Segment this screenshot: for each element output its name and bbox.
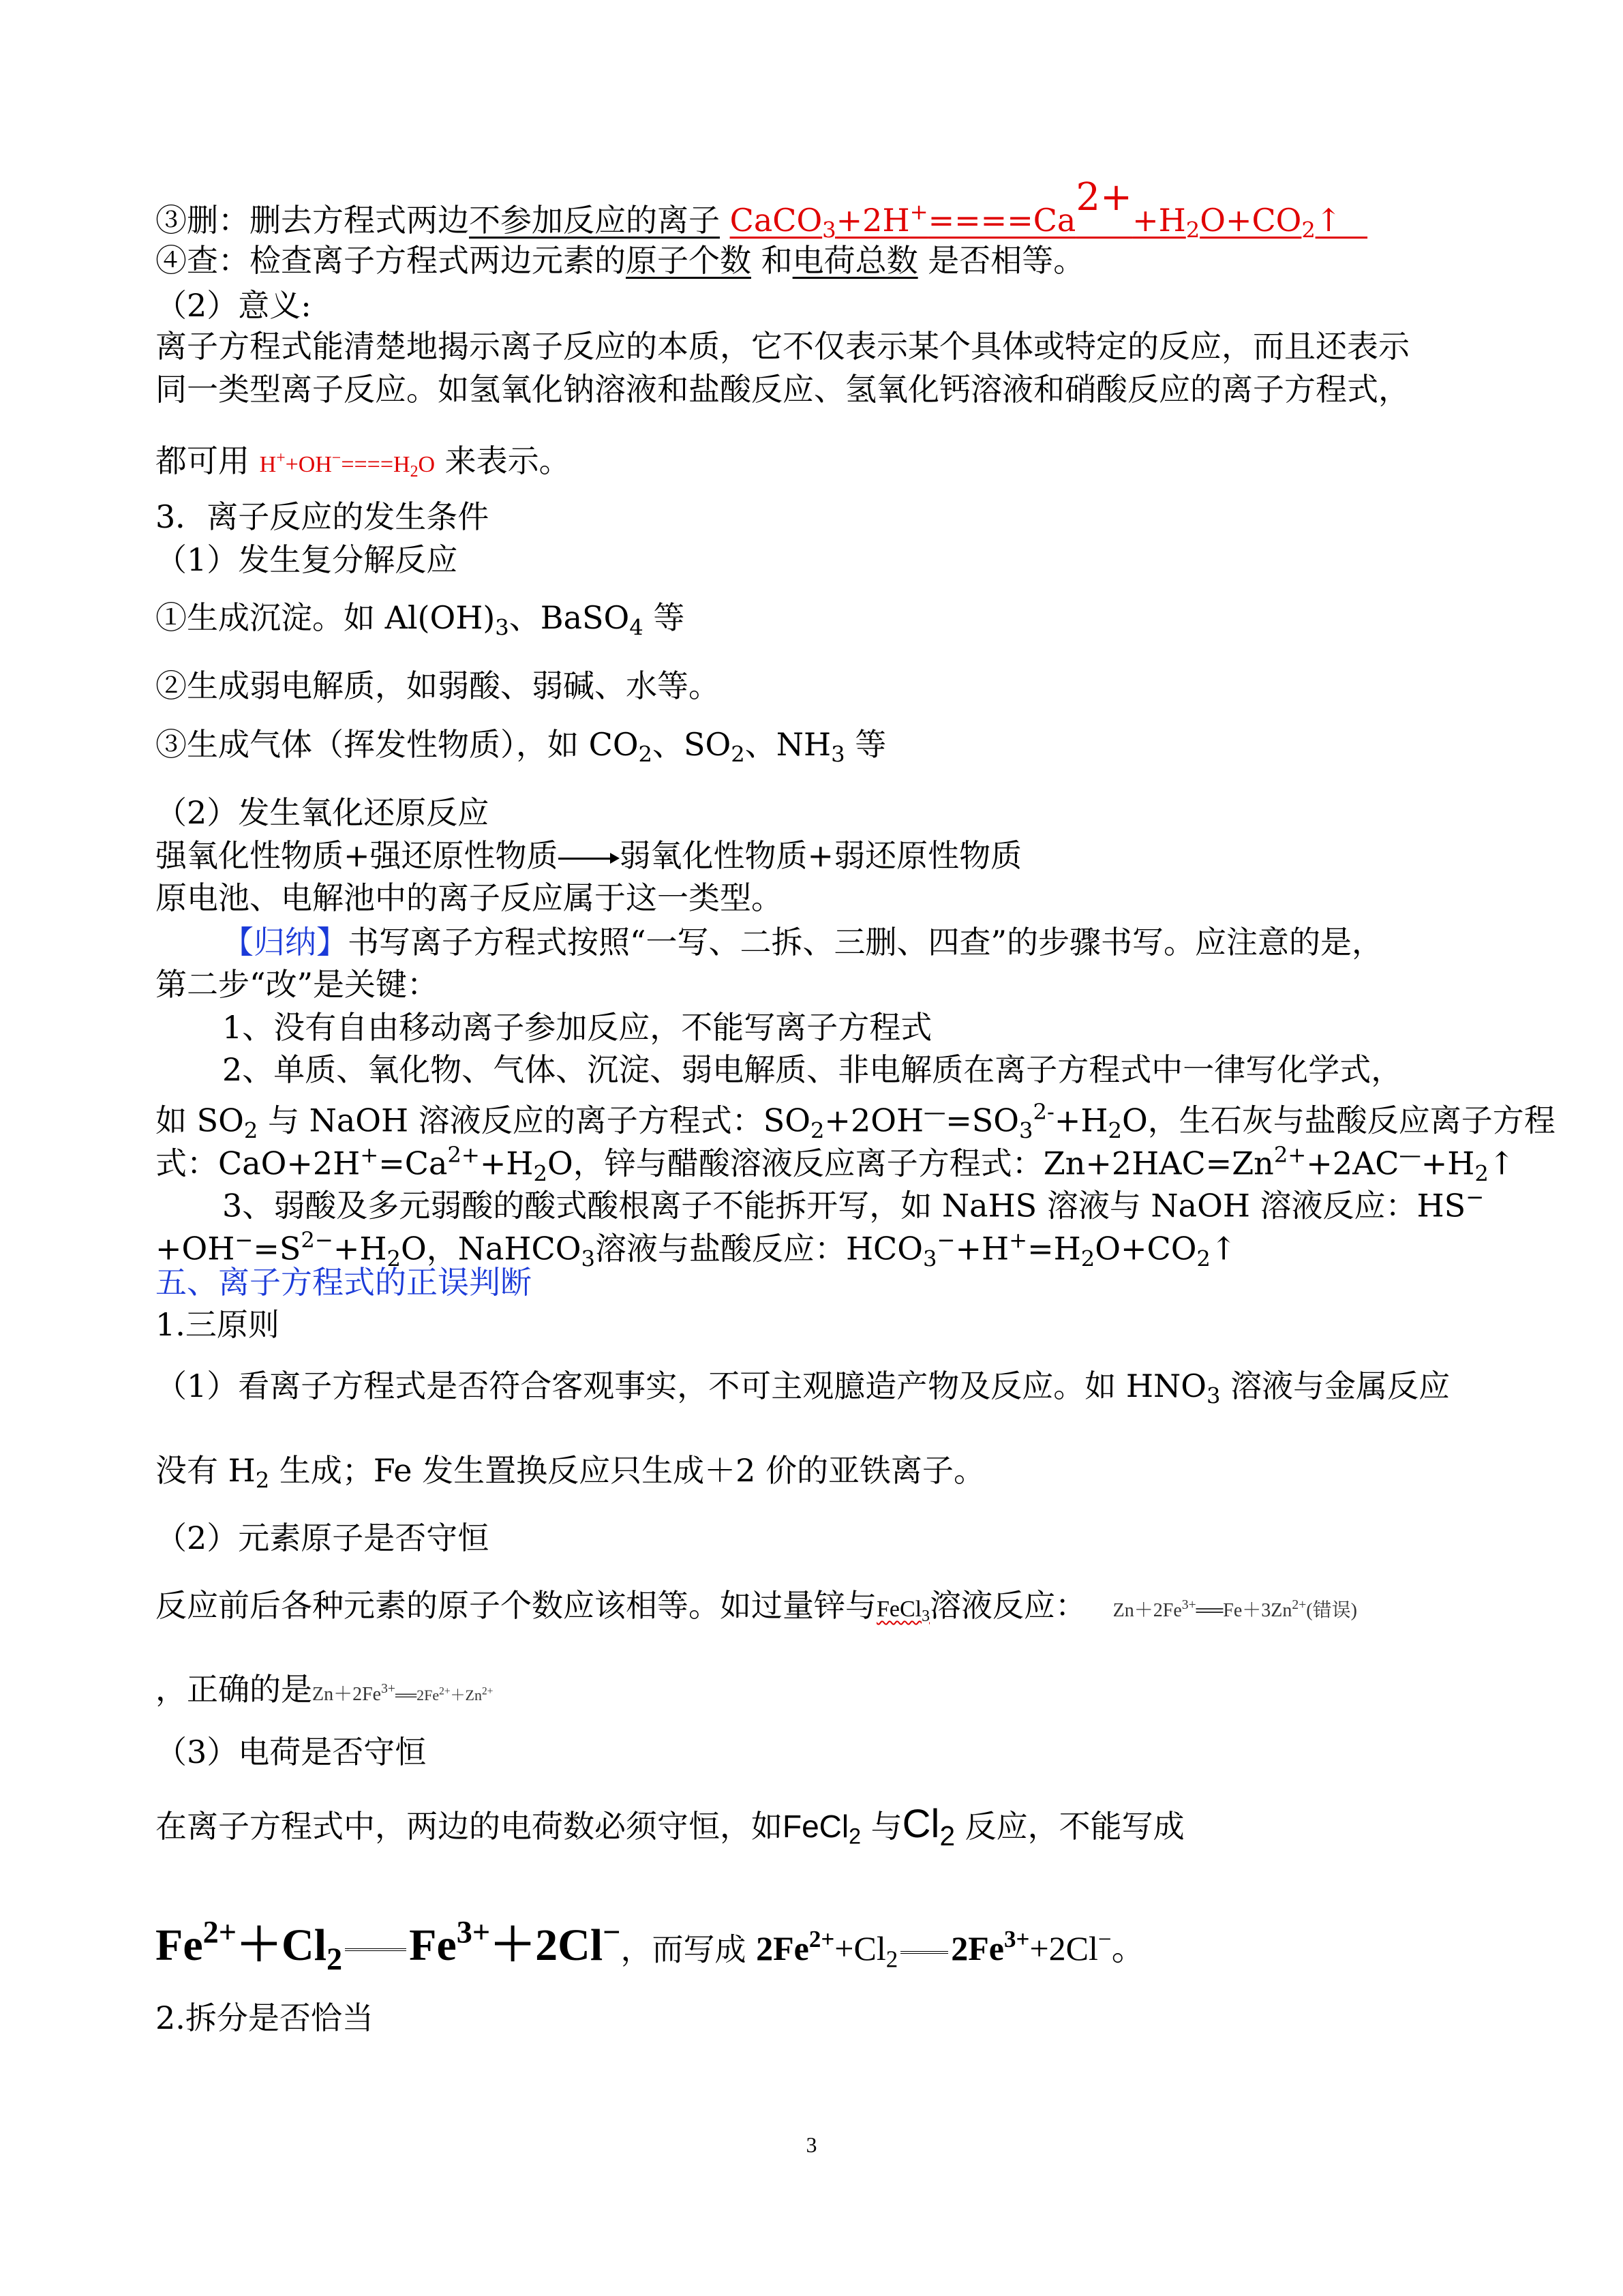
equation-fe-correct: $2Fe^{2+}+Cl_2$ $2Fe^{3+}+2Cl^-$。 [756, 1926, 1146, 1973]
formula-fecl3: FeCl$_3$ [877, 1597, 930, 1626]
underlined-text: 不参加反应的离子 [469, 201, 720, 239]
page-number: 3 [806, 2132, 817, 2157]
paragraph-line: $+OH^-=S^{2-}+H_2O$，NaHCO$_3$溶液与盐酸反应：$HCO_3^-+H^+=H_2O+CO_2↑$ [155, 1227, 1237, 1272]
equation-fe-wrong: $Fe^{2+}+Cl_2$ $Fe^{3+}+2Cl^-$ [155, 1915, 621, 1977]
subsection-heading: 1.三原则 [155, 1306, 279, 1343]
section-heading: 3．离子反应的发生条件 [155, 498, 489, 535]
section-heading-five: 五、离子方程式的正误判断 [155, 1264, 532, 1301]
subsection-heading: 2.拆分是否恰当 [155, 1999, 374, 2036]
line-charge-example: $Fe^{2+}+Cl_2$ $Fe^{3+}+2Cl^-$，而写成 $2Fe^{2+}+Cl_2$ $2Fe^{3+}+2Cl^-$。 [155, 1915, 1146, 1977]
principle-2: （2）元素原子是否守恒 [155, 1520, 489, 1556]
equals-sign-icon [900, 1951, 948, 1954]
equation-caco3: $CaCO_3+2H^+====Ca^{2+}+H_2O+CO_2↑$ _ [729, 175, 1368, 243]
formula-fecl2: FeCl$_2$ [783, 1809, 862, 1849]
line-summary: 【归纳】书写离子方程式按照“一写、二拆、三删、四查”的步骤书写。应注意的是， [222, 924, 1384, 961]
paragraph-line: 离子方程式能清楚地揭示离子反应的本质，它不仅表示某个具体或特定的反应，而且还表示 [155, 328, 1410, 365]
rule-3: 3、弱酸及多元弱酸的酸式酸根离子不能拆开写，如 NaHS 溶液与 NaOH 溶液反应：HS− [222, 1184, 1485, 1224]
line-correct-equation: ，正确的是$Zn+2Fe^{3+}══2Fe^{2+}+Zn^{2+}$ [155, 1671, 494, 1708]
line-h-oh-water: 都可用 $H^++OH^-====H_2O$ 来表示。 [155, 442, 571, 481]
reaction-arrow-icon [558, 856, 620, 861]
equation-correct: $Zn+2Fe^{3+}══2Fe^{2+}+Zn^{2+}$ [312, 1682, 494, 1705]
paragraph-line: 同一类型离子反应。如氢氧化钠溶液和盐酸反应、氢氧化钙溶液和硝酸反应的离子方程式， [155, 371, 1410, 408]
line-check-step: ④查：检查离子方程式两边元素的原子个数 和电荷总数 是否相等。 [155, 242, 1085, 279]
rule-2: 2、单质、氧化物、气体、沉淀、弱电解质、非电解质在离子方程式中一律写化学式， [222, 1051, 1403, 1088]
line-weak-electrolyte: ②生成弱电解质，如弱酸、弱碱、水等。 [155, 667, 720, 704]
equation-neutralization: $H^++OH^-====H_2O$ [259, 449, 436, 481]
paragraph-line: 没有 $H_2$ 生成；Fe 发生置换反应只生成＋2 价的亚铁离子。 [155, 1452, 985, 1494]
paragraph-line: 原电池、电解池中的离子反应属于这一类型。 [155, 879, 783, 916]
paragraph-line: 第二步“改”是关键： [155, 966, 439, 1003]
summary-tag: 【归纳】 [222, 924, 348, 961]
subsection-heading: （1）发生复分解反应 [155, 541, 458, 578]
formula-cl2: $Cl_2$ [902, 1802, 956, 1852]
underlined-charge: 电荷总数 [792, 242, 918, 279]
line-meaning-heading: （2）意义: [155, 287, 312, 324]
underlined-atoms: 原子个数 [626, 242, 751, 279]
line-redox: 强氧化性物质+强还原性物质 弱氧化性物质+弱还原性物质 [155, 837, 1022, 874]
rule-1: 1、没有自由移动离子参加反应，不能写离子方程式 [222, 1009, 932, 1046]
line-gas: ③生成气体（挥发性物质），如 $CO_2$、$SO_2$、$NH_3$ 等 [155, 726, 887, 768]
line-charge-conservation: 在离子方程式中，两边的电荷数必须守恒，如FeCl$_2$ 与$Cl_2$ 反应，不能写成 [155, 1802, 1185, 1852]
paragraph-line: 式：$CaO+2H^+=Ca^{2+}+H_2O$，锌与醋酸溶液反应离子方程式：$Zn+2HAC=Zn^{2+}+2AC^—+H_2↑$ [155, 1142, 1515, 1187]
equation-wrong: $Zn+2Fe^{3+}══Fe+3Zn^{2+}$(错误) [1112, 1598, 1357, 1621]
line-precipitate: ①生成沉淀。如 $Al(OH)_3$、BaSO$_4$ 等 [155, 599, 685, 641]
principle-3: （3）电荷是否守恒 [155, 1734, 427, 1770]
line-atom-conservation: 反应前后各种元素的原子个数应该相等。如过量锌与FeCl$_3$溶液反应： $Zn+2Fe^{3+}══Fe+3Zn^{2+}$(错误) [155, 1587, 1357, 1626]
paragraph-line: 如 $SO_2$ 与 NaOH 溶液反应的离子方程式：$SO_2+2OH^—=SO_3^{2-}+H_2O$，生石灰与盐酸反应离子方程 [155, 1099, 1556, 1144]
text: ③删：删去方程式两边 [155, 201, 469, 239]
equals-sign-icon [345, 1948, 406, 1951]
subsection-heading: （2）发生氧化还原反应 [155, 794, 489, 831]
principle-1: （1）看离子方程式是否符合客观事实，不可主观臆造产物及反应。如 $HNO_3$ 溶液与金属反应 [155, 1368, 1451, 1409]
